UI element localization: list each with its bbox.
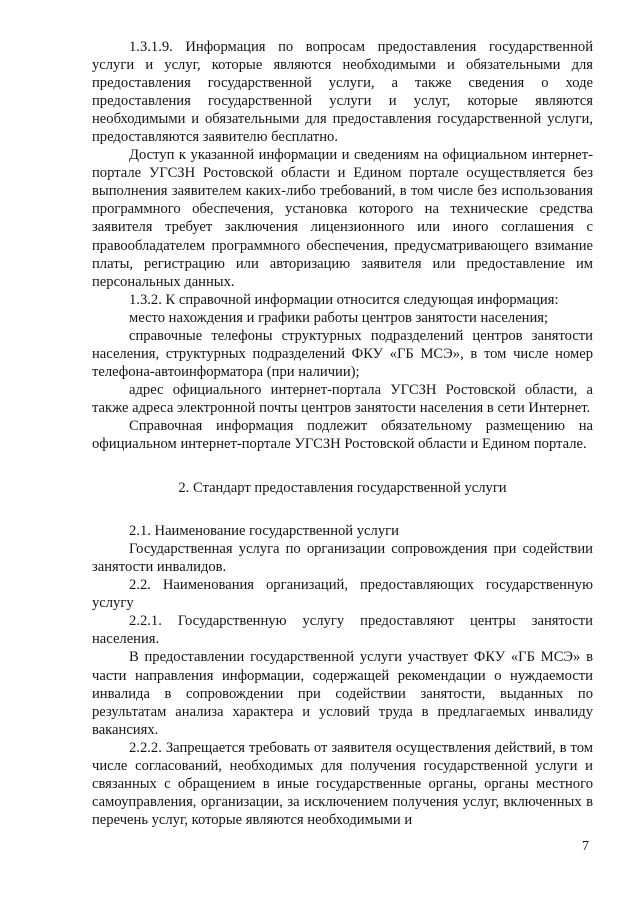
paragraph-2-1: 2.1. Наименование государственной услуги <box>129 523 399 540</box>
paragraph-2-2-1: 2.2.1. Государственную услугу предоставляют центры занятости населения. <box>92 613 593 648</box>
paragraph-service-name: Государственная услуга по организации сопровождения при содействии занятости инвалидов. <box>92 541 593 576</box>
section-heading: 2. Стандарт предоставления государственной услуги <box>178 480 507 497</box>
paragraph-location: место нахождения и графики работы центров занятости населения; <box>129 309 549 326</box>
paragraph-2-2-2: 2.2.2. Запрещается требовать от заявителя осуществления действий, в том числе согласований, необходимых для получения государственной услуги и связанных с обращением в иные государственные органы, органы местного самоуправления, организации, за исключением получения услуг, включенных в перечень услуг, которые являются необходимыми и <box>92 739 593 828</box>
paragraph-access: Доступ к указанной информации и сведениям на официальном интернет-портале УГСЗН Ростовской области и Едином портале осуществляется без выполнения заявителем каких-либо требований, в том числе без использования программного обеспечения, установка которого на технические средства заявителя требует заключения лицензионного или иного соглашения с правообладателем программного обеспечения, предусматривающего взимание платы, регистрацию или авторизацию заявителя или предоставление им персональных данных. <box>92 147 593 290</box>
page-number: 7 <box>582 839 589 854</box>
paragraph-publication: Справочная информация подлежит обязательному размещению на официальном интернет-портале УГСЗН Ростовской области и Едином портале. <box>92 417 593 453</box>
document-body <box>92 38 593 829</box>
paragraph-participation: В предоставлении государственной услуги участвует ФКУ «ГБ МСЭ» в части направления информации, содержащей рекомендации о нуждаемости инвалида в сопровождении при содействии занятости, выданных по результатам анализа характера и условий труда в предлагаемых инвалиду вакансиях. <box>92 649 593 738</box>
paragraph-2-2: 2.2. Наименования организаций, предоставляющих государственную услугу <box>92 577 593 612</box>
paragraph-phones: справочные телефоны структурных подразделений центров занятости населения, структурных подразделений ФКУ «ГБ МСЭ», в том числе номер телефона-автоинформатора (при наличии); <box>92 327 593 380</box>
paragraph-1-3-2: 1.3.2. К справочной информации относится следующая информация: <box>129 291 559 308</box>
paragraph-1-3-1-9: 1.3.1.9. Информация по вопросам предоставления государственной услуги и услуг, которые являются необходимыми и обязательными для предоставления государственной услуги, а также сведения о ходе предоставления государственной услуги и услуг, которые являются необходимыми и обязательными для предоставления государственной услуги, предоставляются заявителю бесплатно. <box>92 39 593 146</box>
paragraph-address: адрес официального интернет-портала УГСЗН Ростовской области, а также адреса электронной почты центров занятости населения в сети Интернет. <box>92 381 593 416</box>
